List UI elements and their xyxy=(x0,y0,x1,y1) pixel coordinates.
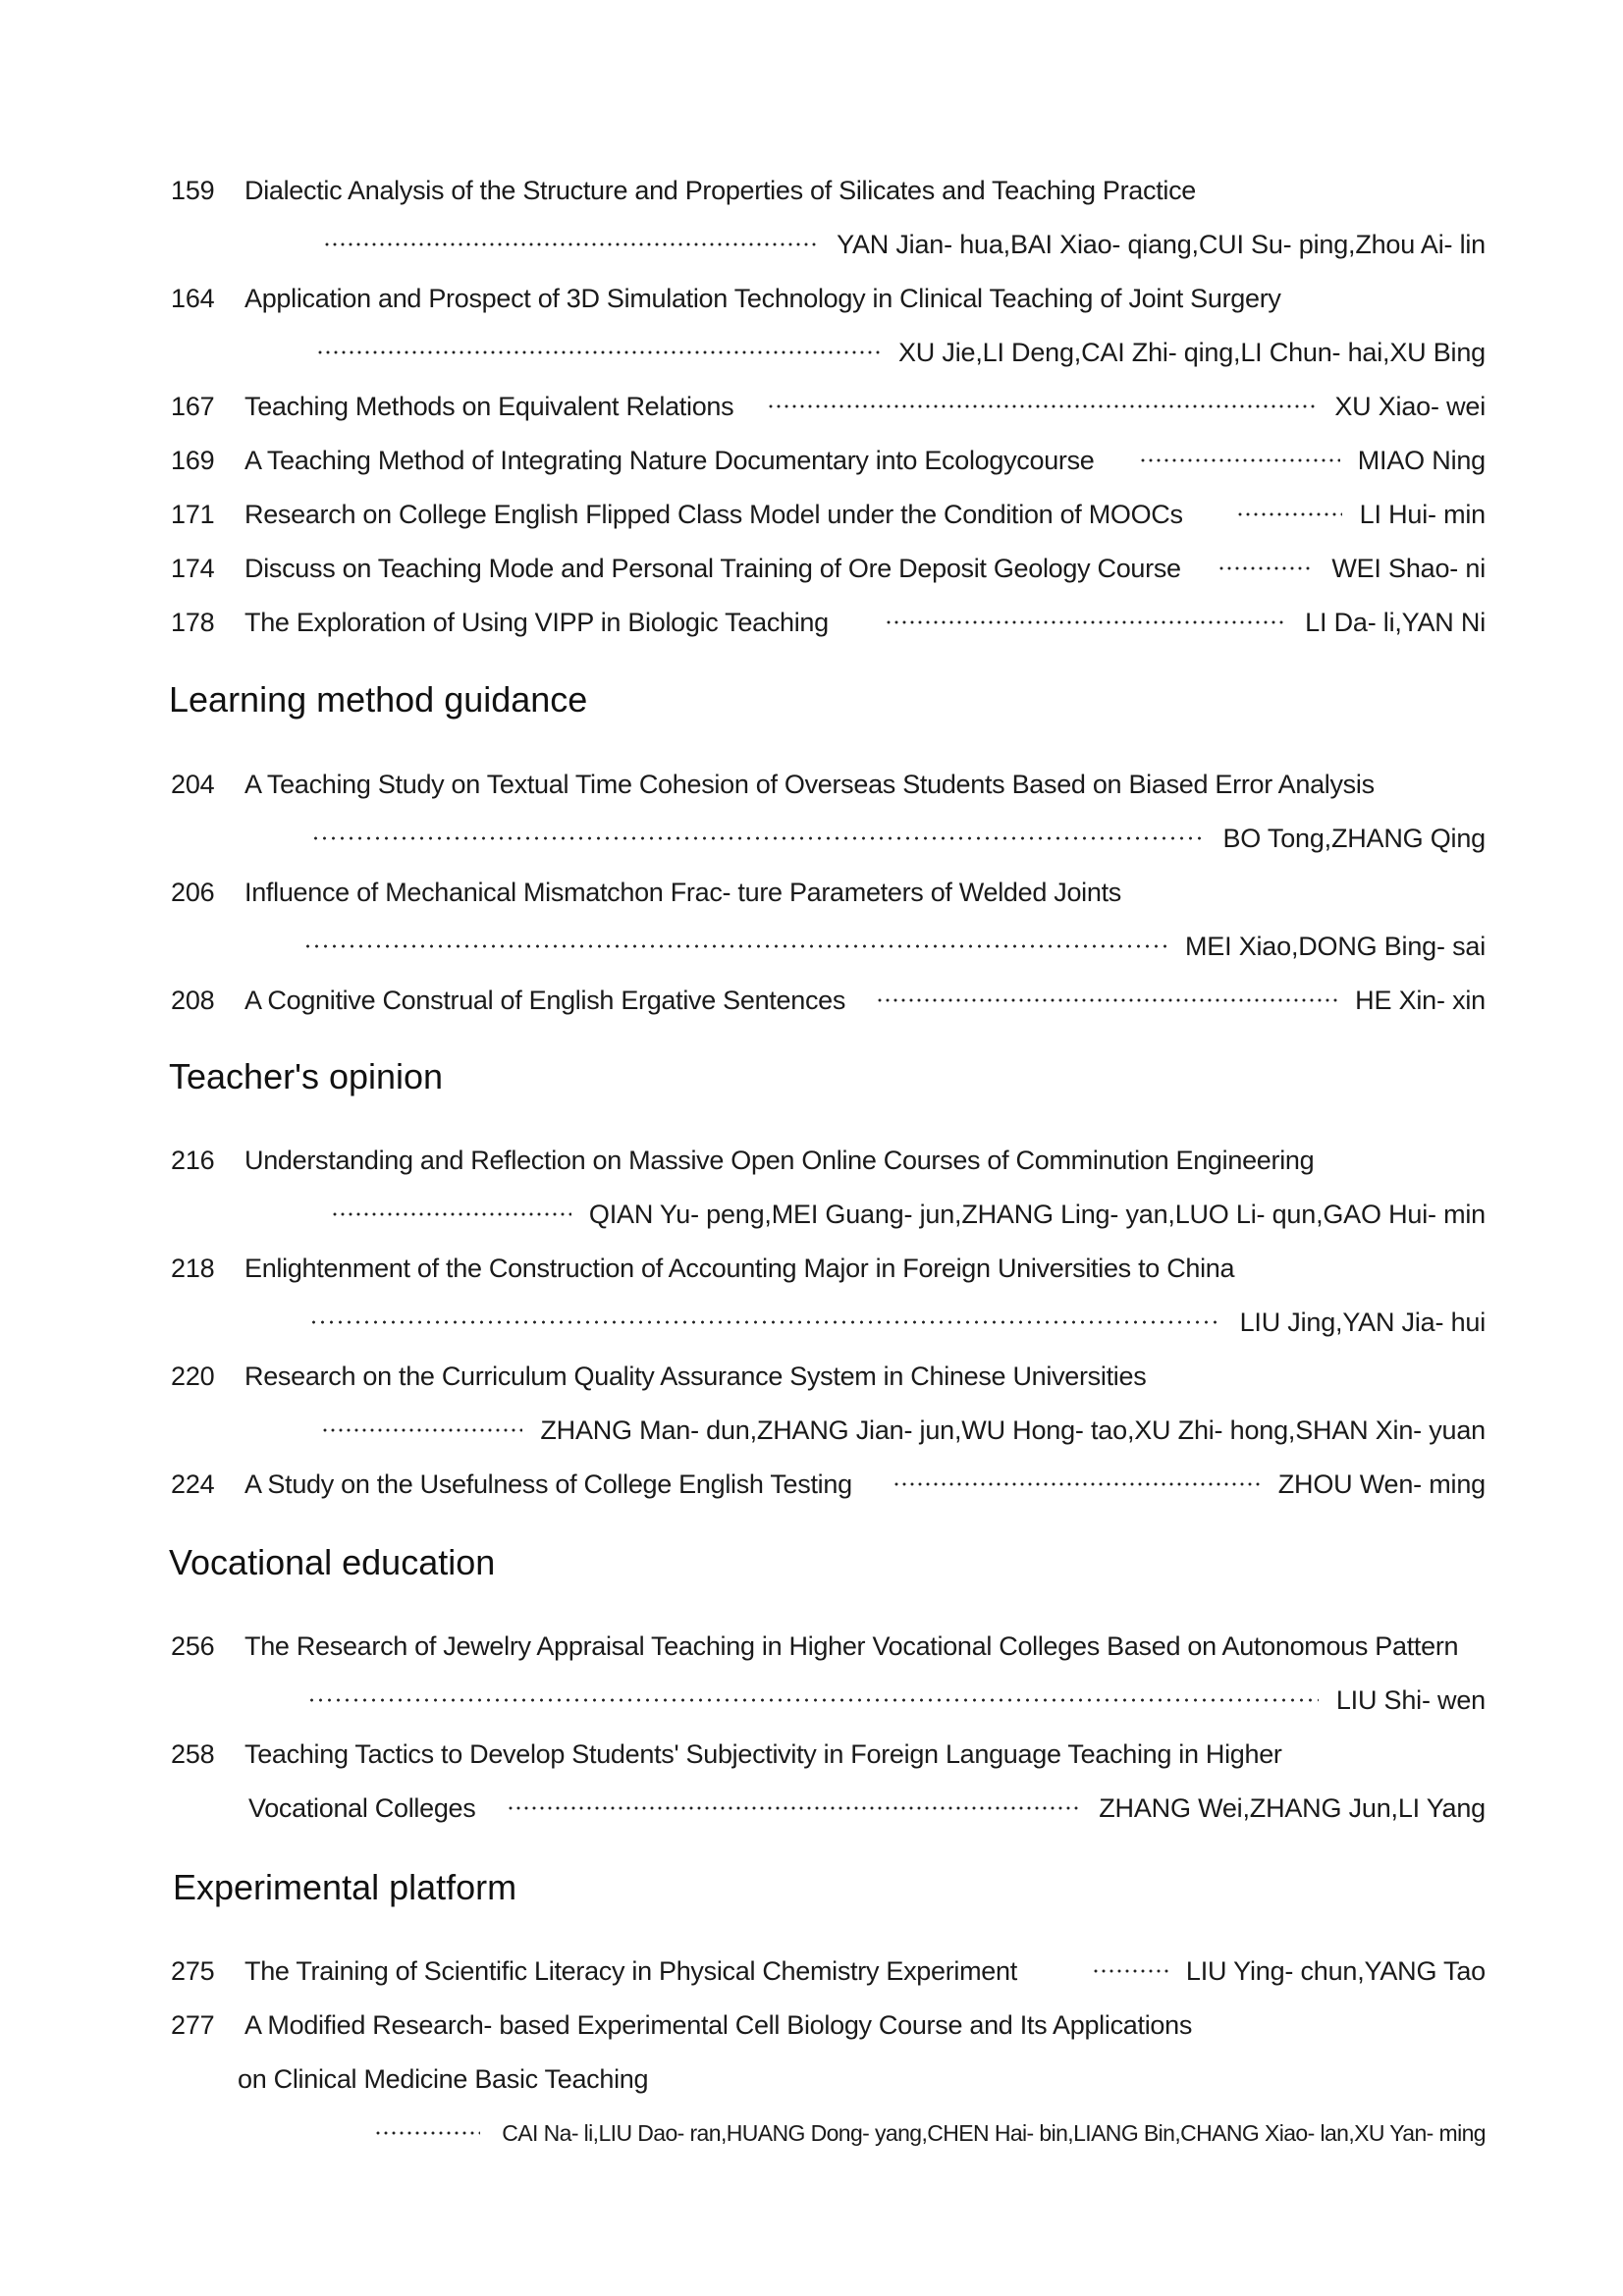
article-authors: ZHANG Wei,ZHANG Jun,LI Yang xyxy=(1099,1793,1486,1823)
article-authors: MEI Xiao,DONG Bing- sai xyxy=(1185,932,1486,961)
article-title: A Modified Research- based Experimental Cell Biology Course and Its Applications xyxy=(244,2010,1193,2040)
toc-entry-authors-line xyxy=(0,223,1623,266)
article-authors: ZHOU Wen- ming xyxy=(1277,1469,1486,1499)
dot-leader xyxy=(893,1482,1261,1486)
page-number: 171 xyxy=(171,500,215,529)
article-title: A Teaching Method of Integrating Nature Documentary into Ecologycourse xyxy=(244,446,1095,475)
toc-entry[interactable] xyxy=(0,1247,1623,1290)
article-authors: LIU Shi- wen xyxy=(1335,1685,1486,1715)
article-title: Teaching Methods on Equivalent Relations xyxy=(244,392,734,421)
page-number: 275 xyxy=(171,1956,215,1986)
toc-entry-authors-line xyxy=(0,2111,1623,2155)
page-number: 159 xyxy=(171,176,215,205)
dot-leader xyxy=(307,1698,1319,1702)
article-title-continuation: Vocational Colleges xyxy=(248,1793,476,1823)
article-authors: LIU Ying- chun,YANG Tao xyxy=(1185,1956,1486,1986)
article-authors: XU Xiao- wei xyxy=(1334,392,1486,421)
dot-leader xyxy=(374,2131,480,2135)
page-number: 206 xyxy=(171,878,215,907)
dot-leader xyxy=(331,1212,571,1216)
article-authors: BO Tong,ZHANG Qing xyxy=(1222,824,1486,853)
page-number: 216 xyxy=(171,1146,215,1175)
toc-entry-continuation xyxy=(0,1787,1623,1830)
toc-entry-authors-line xyxy=(0,817,1623,860)
section-heading: Vocational education xyxy=(169,1542,496,1582)
toc-entry[interactable] xyxy=(0,1625,1623,1668)
toc-entry-continuation xyxy=(0,2057,1623,2101)
dot-leader xyxy=(321,1428,522,1432)
article-title: A Cognitive Construal of English Ergative Sentences xyxy=(244,986,846,1015)
toc-entry-authors-line xyxy=(0,1301,1623,1344)
page-number: 167 xyxy=(171,392,215,421)
article-title: Influence of Mechanical Mismatchon Frac- ture Parameters of Welded Joints xyxy=(244,878,1122,907)
toc-entry[interactable] xyxy=(0,1949,1623,1993)
section-heading: Teacher's opinion xyxy=(169,1056,444,1096)
article-authors: XU Jie,LI Deng,CAI Zhi- qing,LI Chun- hai,XU Bing xyxy=(898,338,1486,367)
toc-entry[interactable] xyxy=(0,979,1623,1022)
toc-entry[interactable] xyxy=(0,547,1623,590)
article-title: Research on College English Flipped Class Model under the Condition of MOOCs xyxy=(244,500,1183,529)
article-title: A Study on the Usefulness of College English Testing xyxy=(244,1469,852,1499)
article-authors: WEI Shao- ni xyxy=(1331,554,1486,583)
article-title: Application and Prospect of 3D Simulation Technology in Clinical Teaching of Joint Surgery xyxy=(244,284,1281,313)
toc-entry-authors-line xyxy=(0,1193,1623,1236)
page-number: 258 xyxy=(171,1739,215,1769)
page-number: 174 xyxy=(171,554,215,583)
article-title-continuation: on Clinical Medicine Basic Teaching xyxy=(238,2064,649,2094)
page-number: 218 xyxy=(171,1254,215,1283)
page-number: 277 xyxy=(171,2010,215,2040)
toc-entry[interactable] xyxy=(0,493,1623,536)
article-title: The Exploration of Using VIPP in Biologic Teaching xyxy=(244,608,829,637)
toc-entry[interactable] xyxy=(0,1355,1623,1398)
article-authors: LI Hui- min xyxy=(1359,500,1486,529)
dot-leader xyxy=(303,944,1167,948)
toc-entry[interactable] xyxy=(0,2003,1623,2047)
page-number: 164 xyxy=(171,284,215,313)
section-heading: Experimental platform xyxy=(173,1867,517,1907)
article-authors: HE Xin- xin xyxy=(1355,986,1486,1015)
toc-entry[interactable] xyxy=(0,601,1623,644)
dot-leader xyxy=(1217,566,1314,570)
toc-entry[interactable] xyxy=(0,763,1623,806)
article-authors: ZHANG Man- dun,ZHANG Jian- jun,WU Hong- tao,XU Zhi- hong,SHAN Xin- yuan xyxy=(540,1415,1486,1445)
article-title: Understanding and Reflection on Massive Open Online Courses of Comminution Engineering xyxy=(244,1146,1315,1175)
toc-entry-authors-line xyxy=(0,1679,1623,1722)
dot-leader xyxy=(507,1806,1081,1810)
page-number: 256 xyxy=(171,1631,215,1661)
article-authors: YAN Jian- hua,BAI Xiao- qiang,CUI Su- ping,Zhou Ai- lin xyxy=(837,230,1486,259)
page-number: 208 xyxy=(171,986,215,1015)
dot-leader xyxy=(316,350,881,354)
toc-entry[interactable] xyxy=(0,871,1623,914)
article-title: Enlightenment of the Construction of Accounting Major in Foreign Universities to China xyxy=(244,1254,1235,1283)
article-title: Research on the Curriculum Quality Assurance System in Chinese Universities xyxy=(244,1362,1147,1391)
toc-entry[interactable] xyxy=(0,277,1623,320)
toc-entry[interactable] xyxy=(0,1733,1623,1776)
toc-entry[interactable] xyxy=(0,1139,1623,1182)
dot-leader xyxy=(311,836,1205,840)
article-title: The Training of Scientific Literacy in Physical Chemistry Experiment xyxy=(244,1956,1017,1986)
toc-entry-authors-line xyxy=(0,925,1623,968)
page-number: 224 xyxy=(171,1469,215,1499)
dot-leader xyxy=(1236,512,1342,516)
toc-entry[interactable] xyxy=(0,169,1623,212)
page-number: 169 xyxy=(171,446,215,475)
dot-leader xyxy=(885,620,1287,624)
toc-entry-authors-line xyxy=(0,1409,1623,1452)
article-authors: LIU Jing,YAN Jia- hui xyxy=(1239,1308,1486,1337)
article-authors: LI Da- li,YAN Ni xyxy=(1305,608,1486,637)
dot-leader xyxy=(1092,1969,1168,1973)
page-number: 204 xyxy=(171,770,215,799)
toc-entry-authors-line xyxy=(0,331,1623,374)
page-number: 178 xyxy=(171,608,215,637)
dot-leader xyxy=(309,1320,1222,1324)
page-number: 220 xyxy=(171,1362,215,1391)
article-title: The Research of Jewelry Appraisal Teaching in Higher Vocational Colleges Based on Autonomous Pattern xyxy=(244,1631,1459,1661)
article-authors: MIAO Ning xyxy=(1357,446,1486,475)
dot-leader xyxy=(876,998,1337,1002)
article-title: Teaching Tactics to Develop Students' Subjectivity in Foreign Language Teaching in Higher xyxy=(244,1739,1282,1769)
article-title: Dialectic Analysis of the Structure and Properties of Silicates and Teaching Practice xyxy=(244,176,1197,205)
dot-leader xyxy=(323,242,819,246)
article-authors: CAI Na- li,LIU Dao- ran,HUANG Dong- yang,CHEN Hai- bin,LIANG Bin,CHANG Xiao- lan,XU Yan- ming xyxy=(502,2120,1486,2146)
toc-entry[interactable] xyxy=(0,439,1623,482)
article-authors: QIAN Yu- peng,MEI Guang- jun,ZHANG Ling- yan,LUO Li- qun,GAO Hui- min xyxy=(588,1200,1486,1229)
dot-leader xyxy=(1139,458,1340,462)
dot-leader xyxy=(767,404,1317,408)
section-heading: Learning method guidance xyxy=(169,679,588,720)
article-title: A Teaching Study on Textual Time Cohesion of Overseas Students Based on Biased Error Analysis xyxy=(244,770,1375,799)
toc-entry[interactable] xyxy=(0,1463,1623,1506)
article-title: Discuss on Teaching Mode and Personal Training of Ore Deposit Geology Course xyxy=(244,554,1181,583)
toc-entry[interactable] xyxy=(0,385,1623,428)
